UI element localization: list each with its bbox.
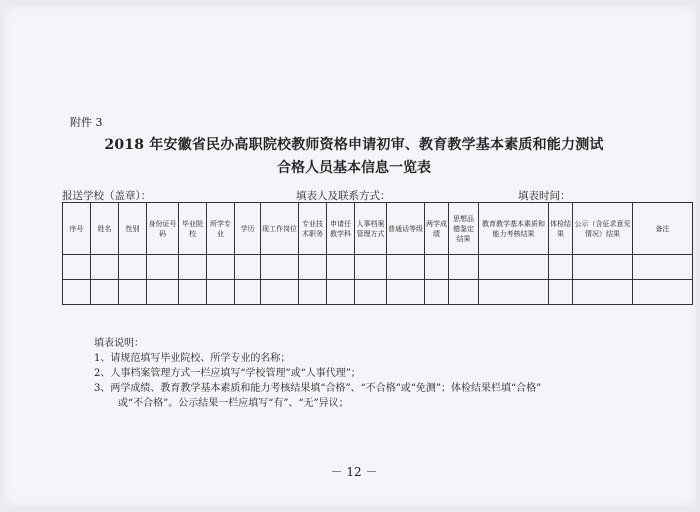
table-header-cell: 所学专业 (207, 203, 235, 255)
table-cell (449, 280, 479, 305)
table-header-row (63, 203, 693, 255)
table-cell (119, 280, 147, 305)
table-header-cell: 两学成绩 (425, 203, 449, 255)
table-row (63, 280, 693, 305)
table-cell (549, 280, 573, 305)
table-header-cell: 姓名 (91, 203, 119, 255)
document-subtitle: 合格人员基本信息一览表 (277, 160, 431, 176)
table-cell (207, 255, 235, 280)
table-cell (355, 280, 387, 305)
table-header-cell: 毕业院校 (179, 203, 207, 255)
table-cell (63, 255, 91, 280)
table-cell (179, 255, 207, 280)
table-cell (63, 280, 91, 305)
table-cell (235, 255, 261, 280)
attachment-label: 附件 3 (70, 116, 103, 129)
table-cell (425, 255, 449, 280)
table-cell (327, 255, 355, 280)
table-cell (573, 280, 633, 305)
document-title: 2018 年安徽省民办高职院校教师资格申请初审、教育教学基本素质和能力测试 (104, 137, 604, 153)
table-header-cell: 备注 (633, 203, 693, 255)
table-cell (479, 255, 549, 280)
table-cell (261, 280, 299, 305)
table-cell (147, 280, 179, 305)
instructions-title: 填表说明： (94, 338, 144, 349)
table-header-cell: 人事档案管理方式 (355, 203, 387, 255)
table-header-cell: 学历 (235, 203, 261, 255)
page-number: － 12 － (330, 465, 378, 479)
contact-field-label: 填表人及联系方式： (296, 190, 391, 202)
table-header-cell: 思想品德鉴定结果 (449, 203, 479, 255)
table-header-cell: 体检结果 (549, 203, 573, 255)
table-cell (633, 280, 693, 305)
table-cell (235, 280, 261, 305)
table-cell (327, 280, 355, 305)
table-cell (549, 255, 573, 280)
personnel-info-table (62, 202, 693, 305)
table-header-cell: 申请任教学科 (327, 203, 355, 255)
table-header-cell: 专业技术职务 (299, 203, 327, 255)
table-cell (387, 280, 425, 305)
table-cell (179, 280, 207, 305)
table-cell (479, 280, 549, 305)
table-cell (633, 255, 693, 280)
instruction-item: 或“不合格”。公示结果一栏应填写“有”、“无”异议； (118, 398, 349, 409)
table-header-cell: 教育教学基本素质和能力考核结果 (479, 203, 549, 255)
filling-instructions (94, 336, 541, 411)
table-header-cell: 现工作岗位 (261, 203, 299, 255)
table-cell (91, 280, 119, 305)
date-field-label: 填表时间： (518, 190, 571, 202)
table-cell (573, 255, 633, 280)
table-cell (119, 255, 147, 280)
instruction-item: 3、两学成绩、教育教学基本素质和能力考核结果填“合格”、“不合格”或“免测”；体检结果栏填“合格” (94, 383, 542, 394)
table-cell (387, 255, 425, 280)
table-cell (299, 255, 327, 280)
instruction-item: 2、人事档案管理方式一栏应填写“学校管理”或“人事代理”； (94, 368, 361, 379)
table-cell (425, 280, 449, 305)
instruction-item: 1、请规范填写毕业院校、所学专业的名称； (94, 353, 291, 364)
table-header-cell: 性别 (119, 203, 147, 255)
table-cell (147, 255, 179, 280)
table-header-cell: 公示（含征求意见情况）结果 (573, 203, 633, 255)
table-cell (207, 280, 235, 305)
table-cell (449, 255, 479, 280)
table-header-cell: 序号 (63, 203, 91, 255)
school-field-label: 报送学校（盖章）： (62, 190, 152, 202)
table-header-cell: 身份证号码 (147, 203, 179, 255)
table-header-cell: 普通话等级 (387, 203, 425, 255)
table-row (63, 255, 693, 280)
table-cell (91, 255, 119, 280)
table-cell (299, 280, 327, 305)
document-page (4, 6, 696, 506)
table-cell (355, 255, 387, 280)
table-cell (261, 255, 299, 280)
